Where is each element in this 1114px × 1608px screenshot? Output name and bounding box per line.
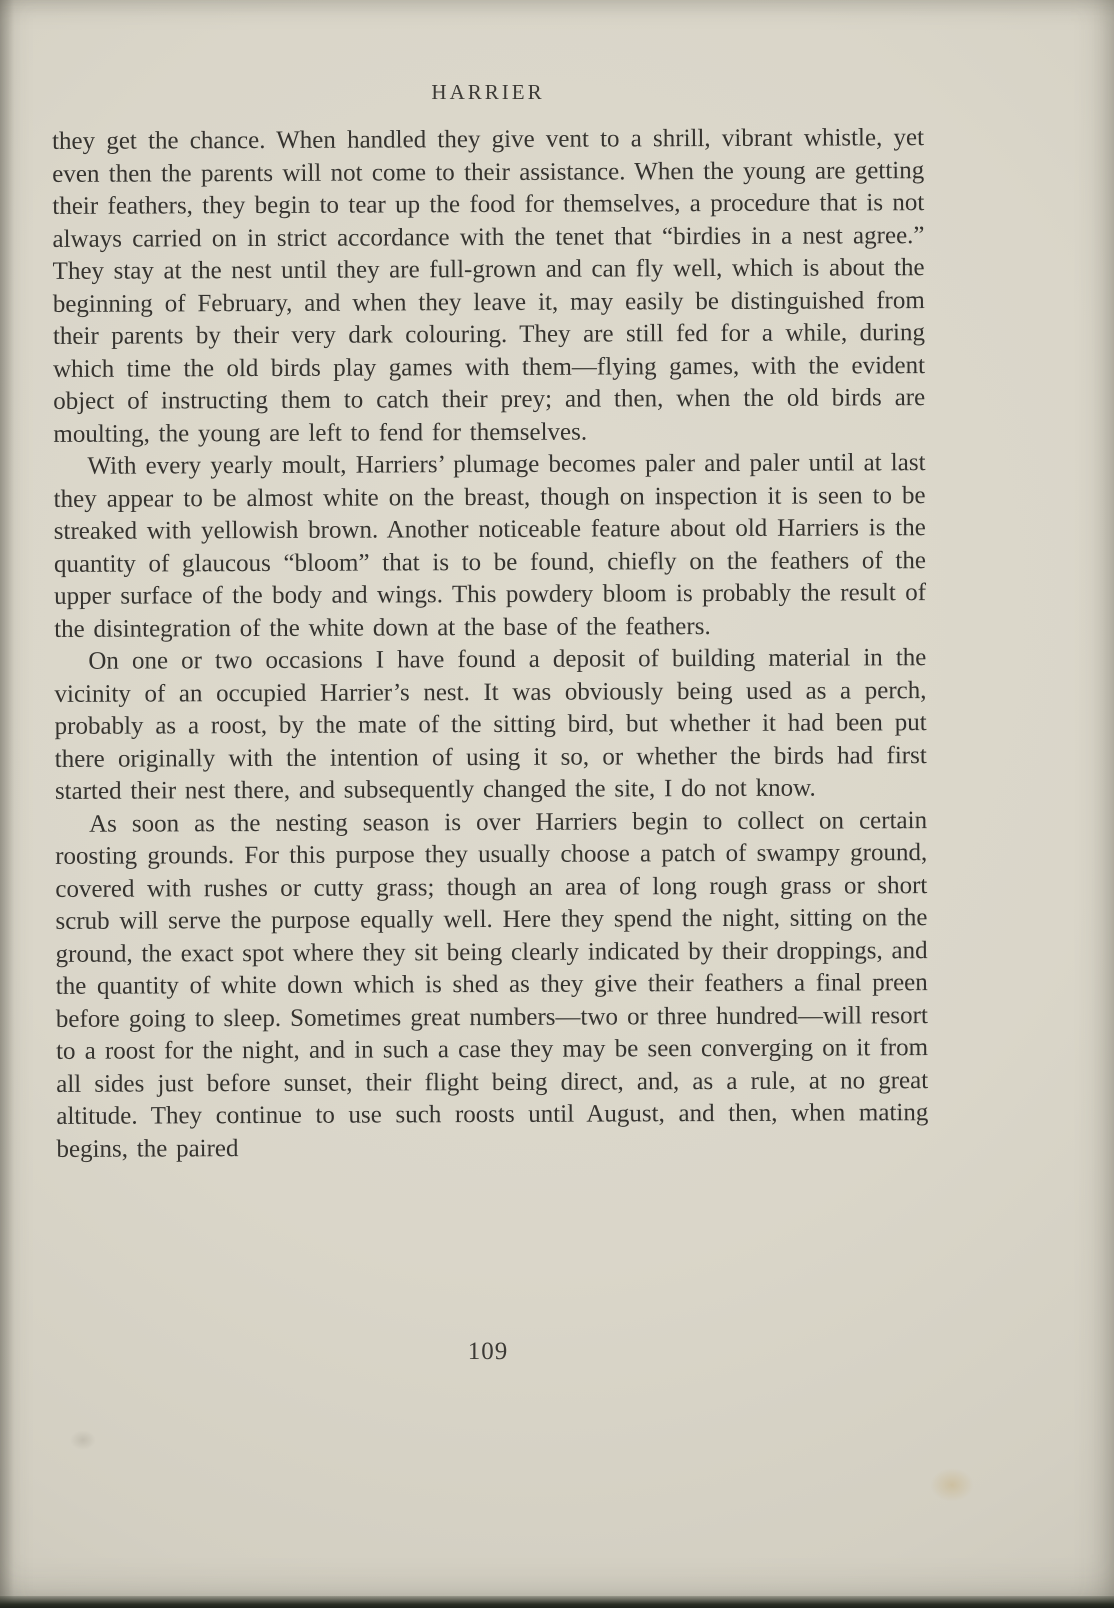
- body-paragraph: As soon as the nesting season is over Harriers begin to collect on certain roosting grounds. For this purpose they usually choose a patch of swampy ground, covered with rushes or cutty grass; though an area of long rough grass or short scrub will serve the purpose equally well. Here they spend the night, sitting on the ground, the exact spot where they sit being clearly indicated by their droppings, and the quantity of white down which is shed as they give their feathers a final preen before going to sleep. Sometimes great numbers—two or three hundred—will resort to a roost for the night, and in such a case they may be seen converging on it from all sides just before sunset, their flight being direct, and, as a rule, at no great altitude. They continue to use such roosts until August, and then, when mating begins, the paired: [55, 806, 929, 1163]
- body-paragraph: With every yearly moult, Harriers’ plumage becomes paler and paler until at last they appear to be almost white on the breast, though on inspection it is seen to be streaked with yellowish brown. Another noticeable feature about old Harriers is the quantity of glaucous “bloom” that is to be found, chiefly on the feathers of the upper surface of the body and wings. This powdery bloom is probably the result of the disintegration of the white down at the base of the feathers.: [53, 449, 927, 643]
- text-block: [52, 122, 929, 1166]
- scan-left-edge-shadow: [0, 0, 14, 1608]
- page-number: 109: [467, 1338, 509, 1365]
- paper-stain: [70, 1430, 96, 1450]
- body-paragraph: On one or two occasions I have found a deposit of building material in the vicinity of an occupied Harrier’s nest. It was obviously being used as a perch, probably as a roost, by the mate of the sitting bird, but whether it had been put there originally with the intention of using it so, or whether the birds had first started their nest there, and subsequently changed the site, I do not know.: [54, 644, 927, 805]
- paper-stain: [930, 1468, 974, 1502]
- scan-bottom-edge: [0, 1596, 1114, 1608]
- running-head: HARRIER: [431, 80, 545, 104]
- body-paragraph: they get the chance. When handled they give vent to a shrill, vibrant whistle, yet even then the parents will not come to their assistance. When the young are getting their feathers, they begin to tear up the food for themselves, a procedure that is not always carried on in strict accordance with the tenet that “birdies in a nest agree.” They stay at the nest until they are full-grown and can fly well, which is about the beginning of February, and when they leave it, may easily be distinguished from their parents by their very dark colouring. They are still fed for a while, during which time the old birds play games with them—flying games, with the evident object of instructing them to catch their prey; and then, when the old birds are moulting, the young are left to fend for themselves.: [52, 124, 926, 448]
